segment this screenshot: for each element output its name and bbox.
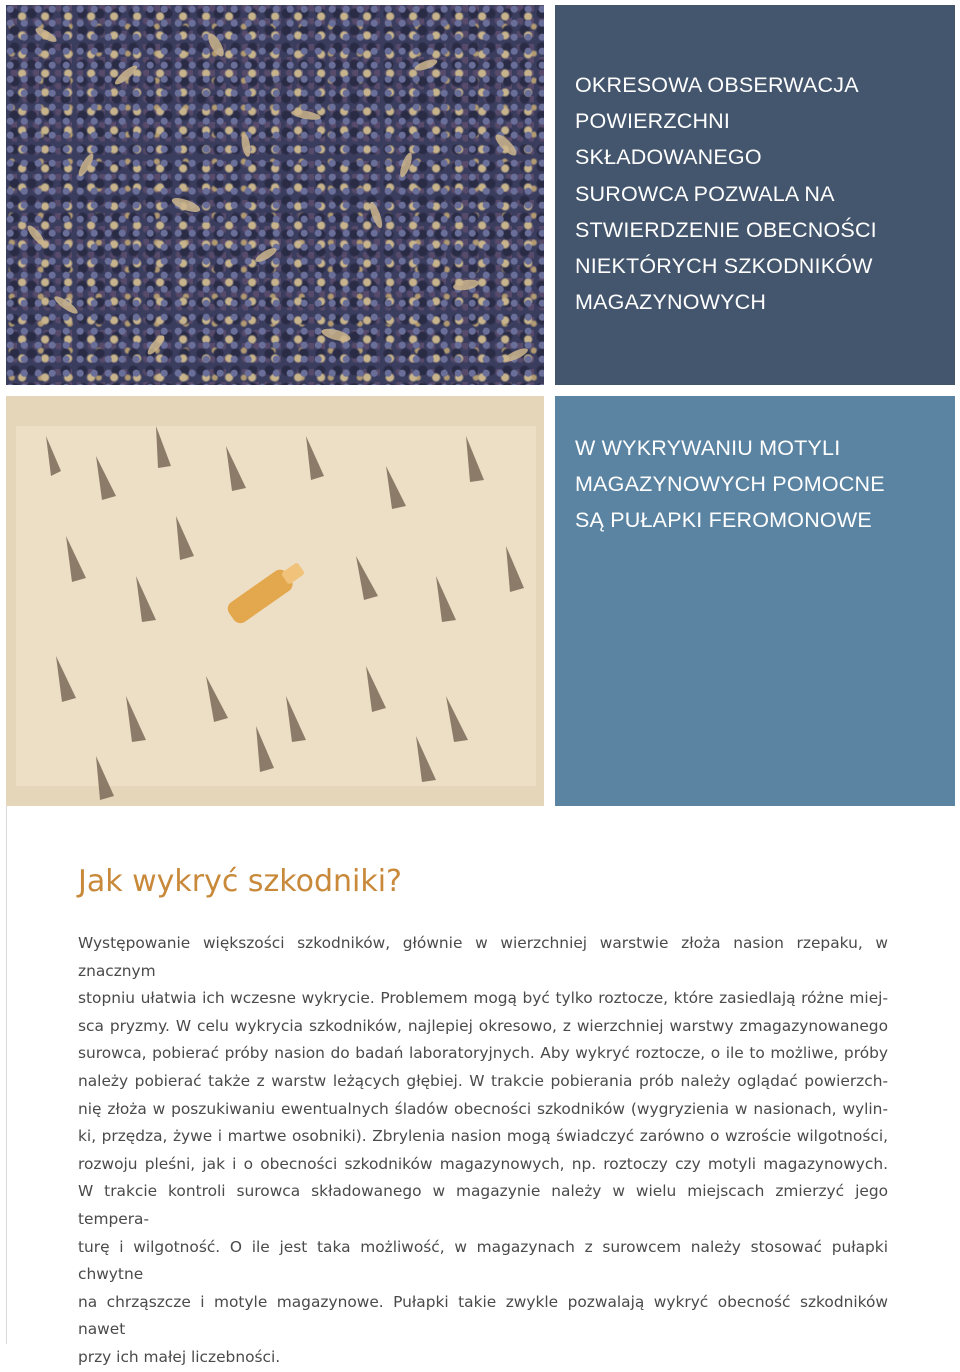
observation-callout-text	[575, 67, 935, 320]
body-line: ki, przędza, żywe i martwe osobniki). Zbrylenia nasion mogą świadczyć zarówno o wzroście wilgotności,	[78, 1127, 888, 1146]
body-paragraph	[78, 930, 888, 1372]
body-line: przy ich małej liczebności.	[78, 1347, 281, 1366]
body-line: turę i wilgotność. O ile jest taka możliwość, w magazynach z surowcem należy stosować pułapki chwytne	[78, 1237, 888, 1284]
body-line: surowca, pobierać próby nasion do badań laboratoryjnych. Aby wykryć roztocze, o ile to możliwe, próby	[78, 1044, 888, 1063]
callout-line: W WYKRYWANIU MOTYLI	[575, 436, 841, 460]
section-heading: Jak wykryć szkodniki?	[78, 864, 402, 899]
callout-line: STWIERDZENIE OBECNOŚCI	[575, 217, 877, 242]
pheromone-trap-illustration	[6, 396, 544, 806]
body-line: Występowanie większości szkodników, głównie w wierzchniej warstwie złoża nasion rzepaku, w znacznym	[78, 934, 888, 980]
body-line: należy pobierać także z warstw leżących głębiej. W trakcie pobierania prób należy oglądać powierzch-	[78, 1071, 888, 1090]
pheromone-callout-panel	[555, 396, 955, 806]
callout-line: POWIERZCHNI	[575, 109, 731, 134]
callout-line: SĄ PUŁAPKI FEROMONOWE	[575, 508, 872, 533]
pheromone-trap-photo	[6, 396, 544, 806]
callout-line: OKRESOWA OBSERWACJA	[575, 73, 859, 97]
callout-line: SKŁADOWANEGO	[575, 145, 762, 170]
callout-line: MAGAZYNOWYCH POMOCNE	[575, 472, 885, 497]
body-line: sca pryzmy. W celu wykrycia szkodników, najlepiej okresowo, z wierzchniej warstwy zmagazynowanego	[78, 1016, 888, 1035]
rapeseed-mites-photo	[6, 5, 544, 385]
observation-callout-panel	[555, 5, 955, 385]
body-line: W trakcie kontroli surowca składowanego w magazynie należy w wielu miejscach zmierzyć jego tempera-	[78, 1182, 888, 1228]
body-line: na chrząszcze i motyle magazynowe. Pułapki takie zwykle pozwalają wykryć obecność szkodników nawet	[78, 1292, 888, 1339]
rapeseed-mites-illustration	[6, 5, 544, 385]
callout-line: MAGAZYNOWYCH	[575, 290, 767, 315]
callout-line: NIEKTÓRYCH SZKODNIKÓW	[575, 254, 873, 279]
pheromone-callout-text	[575, 430, 935, 539]
body-line: stopniu ułatwia ich wczesne wykrycie. Problemem mogą być tylko roztocze, które zasiedlają różne miej-	[78, 989, 888, 1008]
body-line: nię złoża w poszukiwaniu ewentualnych śladów obecności szkodników (wygryzienia w nasionach, wylin-	[78, 1099, 888, 1118]
callout-line: SUROWCA POZWALA NA	[575, 181, 835, 206]
body-line: rozwoju pleśni, jak i o obecności szkodników magazynowych, np. roztoczy czy motyli magazynowych.	[78, 1154, 888, 1173]
